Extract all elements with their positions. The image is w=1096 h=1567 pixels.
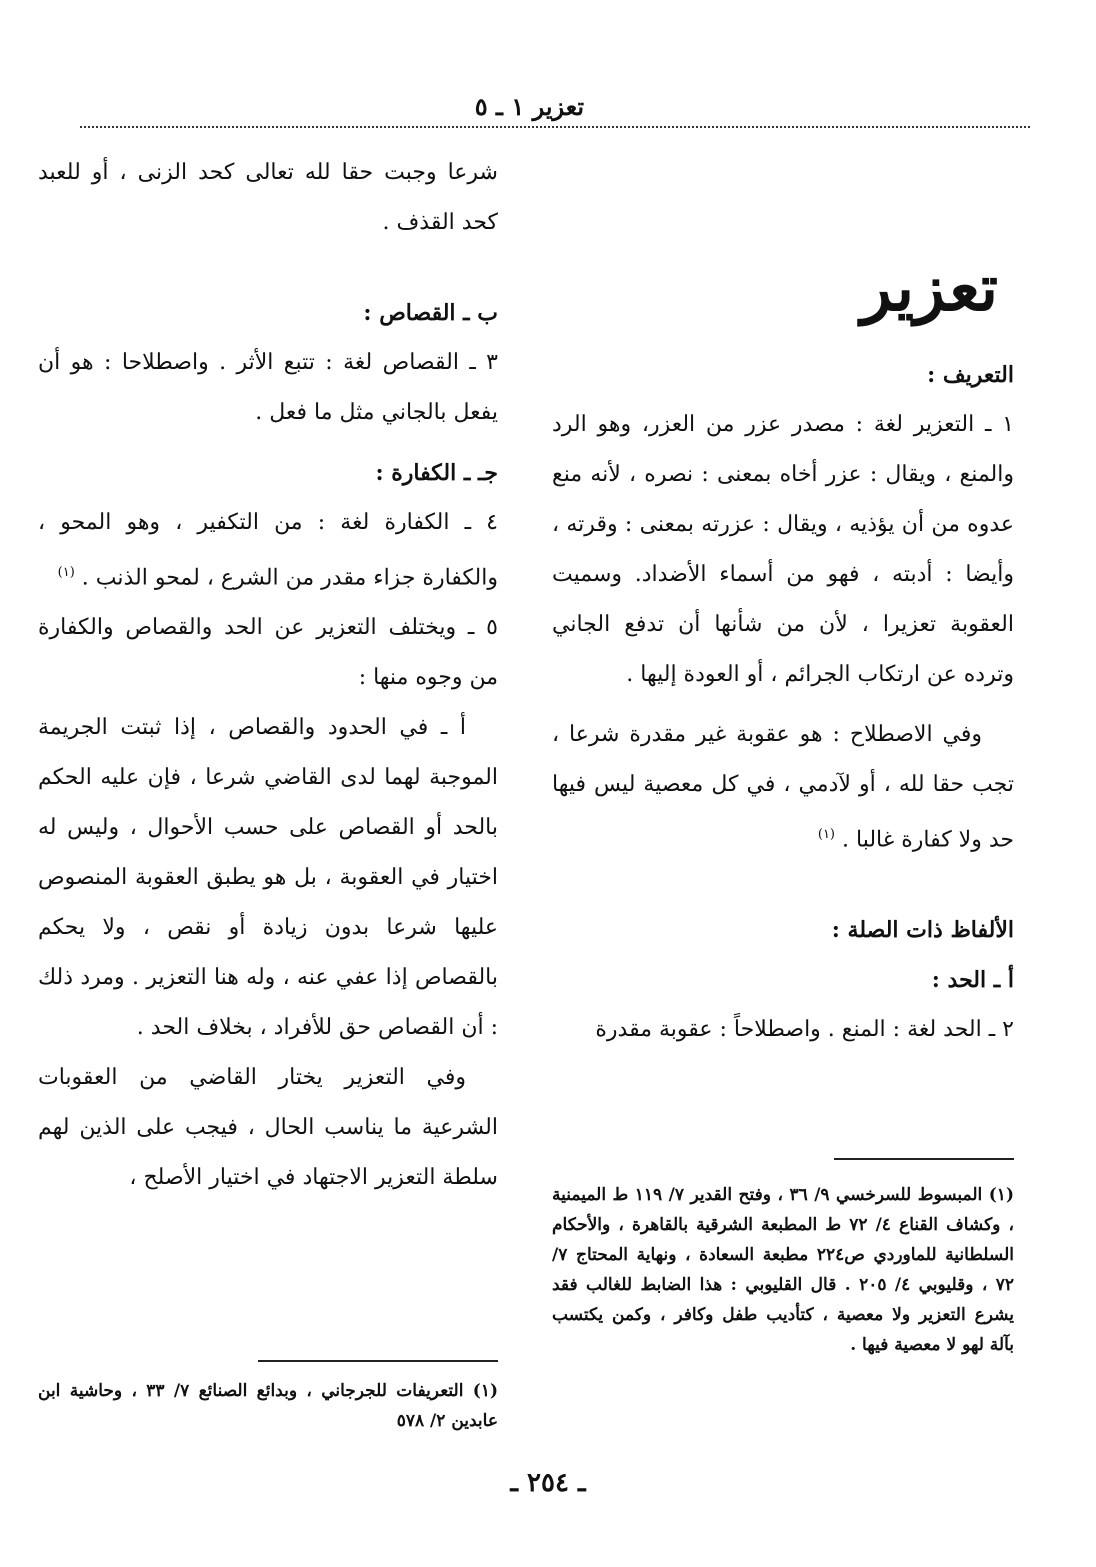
paragraph-6: ٥ ـ ويختلف التعزير عن الحد والقصاص والكفارة من وجوه منها :: [38, 615, 498, 691]
subheading-kaffara: جـ ـ الكفارة :: [375, 460, 498, 486]
related-terms-heading: الألفاظ ذات الصلة :: [831, 917, 1014, 944]
spacer: [38, 438, 498, 448]
paragraph-2: [552, 710, 1014, 865]
paragraph-1: ١ ـ التعزير لغة : مصدر عزر من العزر، وهو الرد والمنع ، ويقال : عزر أخاه بمعنى : نصره ، لأنه منع عدوه من أن يؤذيه ، ويقال : عزرته بمعنى : وقرته ، وأيضا : أدبته ، فهو من أسماء الأضداد. وسميت العقوبة تعزيرا ، لأن من شأنها أن تدفع الجاني وترده عن ارتكاب الجرائم ، أو العودة إليها .: [552, 412, 1014, 687]
definition-heading: التعريف :: [927, 362, 1014, 388]
paragraph-7: أ ـ في الحدود والقصاص ، إذا ثبتت الجريمة الموجبة لهما لدى القاضي شرعا ، فإن عليه الحكم بالحد أو القصاص على حسب الأحوال ، وليس له اختيار في العقوبة ، بل هو يطبق العقوبة المنصوص عليها شرعا بدون زيادة أو نقص ، ولا يحكم بالقصاص إذا عفي عنه ، وله هنا التعزير . ومرد ذلك : أن القصاص حق للأفراد ، بخلاف الحد .: [38, 715, 498, 1041]
paragraph-3-continued: شرعا وجبت حقا لله تعالى كحد الزنى ، أو للعبد كحد القذف .: [38, 160, 498, 235]
spacer: [38, 248, 498, 288]
article-title: تعزير: [860, 251, 998, 326]
paragraph-5: [38, 498, 498, 603]
spacer: [552, 865, 1014, 905]
subheading-qisas: ب ـ القصاص :: [363, 300, 498, 326]
page-number: ـ ٢٥٤ ـ: [510, 1468, 586, 1498]
paragraph-5-text: ٤ ـ الكفارة لغة : من التكفير ، وهو المحو ، والكفارة جزاء مقدر من الشرع ، لمحو الذنب .: [38, 510, 498, 591]
subheading-hadd: أ ـ الحد :: [931, 967, 1014, 994]
paragraph-3-start: ٢ ـ الحد لغة : المنع . واصطلاحاً : عقوبة مقدرة: [595, 1017, 1014, 1043]
footnote-right: (١) المبسوط للسرخسي ٩/ ٣٦ ، وفتح القدير ٧/ ١١٩ ط الميمنية ، وكشاف القناع ٤/ ٧٢ ط المطبعة الشرقية بالقاهرة ، والأحكام السلطانية للماوردي ص٢٢٤ مطبعة السعادة ، ونهاية المحتاج ٧/ ٧٢ ، وقليوبي ٤/ ٢٠٥ . قال القليوبي : هذا الضابط للغالب فقد يشرع التعزير ولا معصية ، كتأديب طفل وكافر ، وكمن يكتسب بآلة لهو لا معصية فيها .: [552, 1185, 1014, 1355]
spacer: [552, 700, 1014, 710]
footnote-ref: (١): [817, 827, 835, 842]
paragraph-8: وفي التعزير يختار القاضي من العقوبات الشرعية ما يناسب الحال ، فيجب على الذين لهم سلطة التعزير الاجتهاد في اختيار الأصلح ،: [38, 1065, 498, 1191]
footnote-ref: (١): [57, 565, 75, 580]
page-header: [0, 92, 1096, 132]
left-column: [38, 148, 498, 1448]
running-title: تعزير ١ ـ ٥: [474, 92, 584, 121]
paragraph-4: ٣ ـ القصاص لغة : تتبع الأثر . واصطلاحا : هو أن يفعل بالجاني مثل ما فعل .: [38, 350, 498, 425]
footnote-left: (١) التعريفات للجرجاني ، وبدائع الصنائع ٧/ ٣٣ ، وحاشية ابن عابدين ٢/ ٥٧٨: [38, 1381, 498, 1431]
footnote-divider: [834, 1158, 1014, 1160]
footnote-divider: [258, 1360, 498, 1362]
paragraph-2-text: وفي الاصطلاح : هو عقوبة غير مقدرة شرعا ، تجب حقا لله ، أو لآدمي ، في كل معصية ليس فيها حد ولا كفارة غالبا .: [552, 722, 1014, 853]
header-dotted-rule: [80, 126, 1030, 128]
